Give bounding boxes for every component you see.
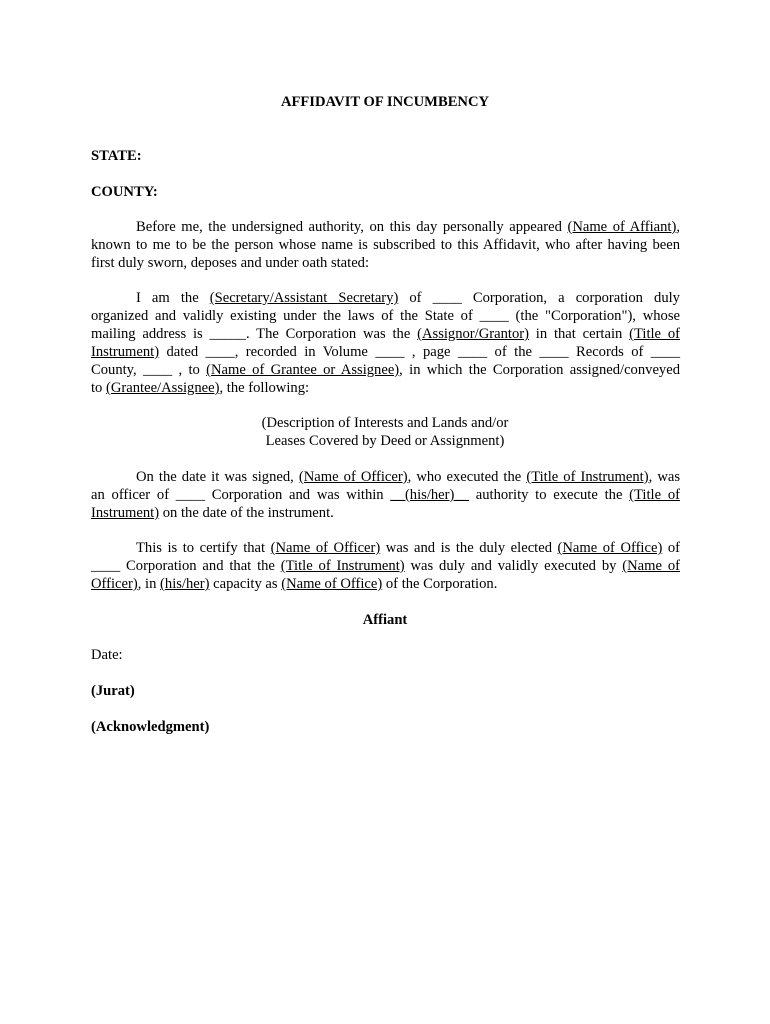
county-label: COUNTY: xyxy=(91,184,158,200)
paragraph-line xyxy=(91,557,680,575)
paragraph-line xyxy=(91,289,680,307)
text-run: I am the xyxy=(136,290,210,306)
text-run: dated ____, recorded in Volume ____ , page ____ of the ____ Records of ____ xyxy=(159,344,680,360)
text-run: was and is the duly elected xyxy=(380,540,558,556)
jurat-label: (Jurat) xyxy=(91,683,135,699)
description-line: Leases Covered by Deed or Assignment) xyxy=(265,433,505,449)
paragraph-certification xyxy=(91,539,680,593)
placeholder-name-of-office: (Name of Office) xyxy=(281,576,383,592)
text-run: , in which the Corporation assigned/conveyed xyxy=(399,362,680,378)
placeholder-name-of-office: (Name of Office) xyxy=(557,540,663,556)
text-run: of the Corporation. xyxy=(382,576,498,592)
text-run: , the following: xyxy=(219,380,310,396)
placeholder-name-of-officer: (Name of Officer) xyxy=(298,469,408,485)
text-run: authority to execute the xyxy=(468,487,630,503)
paragraph-corporation-details xyxy=(91,289,680,397)
text-run: Before me, the undersigned authority, on this day personally appeared xyxy=(136,219,568,235)
text-run: , who executed the xyxy=(407,469,527,485)
paragraph-line xyxy=(91,361,680,379)
description-line: (Description of Interests and Lands and/or xyxy=(261,415,509,431)
placeholder-name-of-officer: Officer) xyxy=(91,576,138,592)
text-run: County, ____ , to xyxy=(91,362,207,378)
paragraph-line: known to me to be the person whose name is subscribed to this Affidavit, who after having been xyxy=(91,237,680,253)
placeholder-title-of-instrument: (Title of Instrument) xyxy=(526,469,649,485)
paragraph-line xyxy=(91,379,680,397)
text-run: was duly and validly executed by xyxy=(404,558,623,574)
placeholder-grantee-or-assignee: (Name of Grantee or Assignee) xyxy=(206,362,400,378)
text-run: an officer of ____ Corporation and was within xyxy=(91,487,391,503)
text-run: This is to certify that xyxy=(136,540,271,556)
state-label: STATE: xyxy=(91,148,142,164)
text-run: , was xyxy=(648,469,681,485)
date-label: Date: xyxy=(91,647,123,663)
text-run: mailing address is _____. The Corporation was the xyxy=(91,326,418,342)
text-run: ____ Corporation and that the xyxy=(91,558,281,574)
paragraph-line xyxy=(91,218,680,236)
placeholder-grantee-assignee: (Grantee/Assignee) xyxy=(106,380,220,396)
paragraph-line: first duly sworn, deposes and under oath stated: xyxy=(91,255,370,271)
description-block xyxy=(0,414,770,450)
placeholder-his-her: __(his/her)__ xyxy=(390,487,469,503)
document-title: AFFIDAVIT OF INCUMBENCY xyxy=(280,94,490,110)
placeholder-title-of-instrument: (Title of xyxy=(629,326,680,342)
paragraph-line xyxy=(91,575,680,593)
text-run: , xyxy=(676,219,681,235)
text-run: on the date of the instrument. xyxy=(159,505,334,521)
placeholder-his-her: (his/her) xyxy=(160,576,210,592)
text-run: , in xyxy=(137,576,161,592)
placeholder-title-of-instrument: (Title of xyxy=(629,487,680,503)
text-run: capacity as xyxy=(209,576,282,592)
paragraph-line: organized and validly existing under the laws of the State of ____ (the "Corporation"), whose xyxy=(91,308,680,324)
placeholder-assignor-grantor: (Assignor/Grantor) xyxy=(417,326,529,342)
placeholder-title-of-instrument: Instrument) xyxy=(91,344,160,360)
text-run: of ____ Corporation, a corporation duly xyxy=(398,290,680,306)
placeholder-secretary: (Secretary/Assistant Secretary) xyxy=(209,290,399,306)
affiant-label: Affiant xyxy=(362,612,408,628)
placeholder-title-of-instrument: (Title of Instrument) xyxy=(280,558,405,574)
paragraph-line xyxy=(91,325,680,343)
placeholder-name-of-officer: (Name of Officer) xyxy=(270,540,381,556)
paragraph-line xyxy=(91,468,680,486)
text-run: On the date it was signed, xyxy=(136,469,299,485)
text-run: in that certain xyxy=(528,326,630,342)
placeholder-name-of-affiant: (Name of Affiant) xyxy=(567,219,677,235)
paragraph-line xyxy=(91,343,680,361)
placeholder-name-of-officer: (Name of xyxy=(622,558,680,574)
paragraph-affiant-intro xyxy=(91,218,680,272)
text-run: of xyxy=(662,540,680,556)
text-run: to xyxy=(91,380,106,396)
paragraph-line xyxy=(91,539,680,557)
paragraph-officer xyxy=(91,468,680,522)
paragraph-line xyxy=(91,504,680,522)
paragraph-line xyxy=(91,486,680,504)
acknowledgment-label: (Acknowledgment) xyxy=(91,719,210,735)
placeholder-title-of-instrument: Instrument) xyxy=(91,505,160,521)
